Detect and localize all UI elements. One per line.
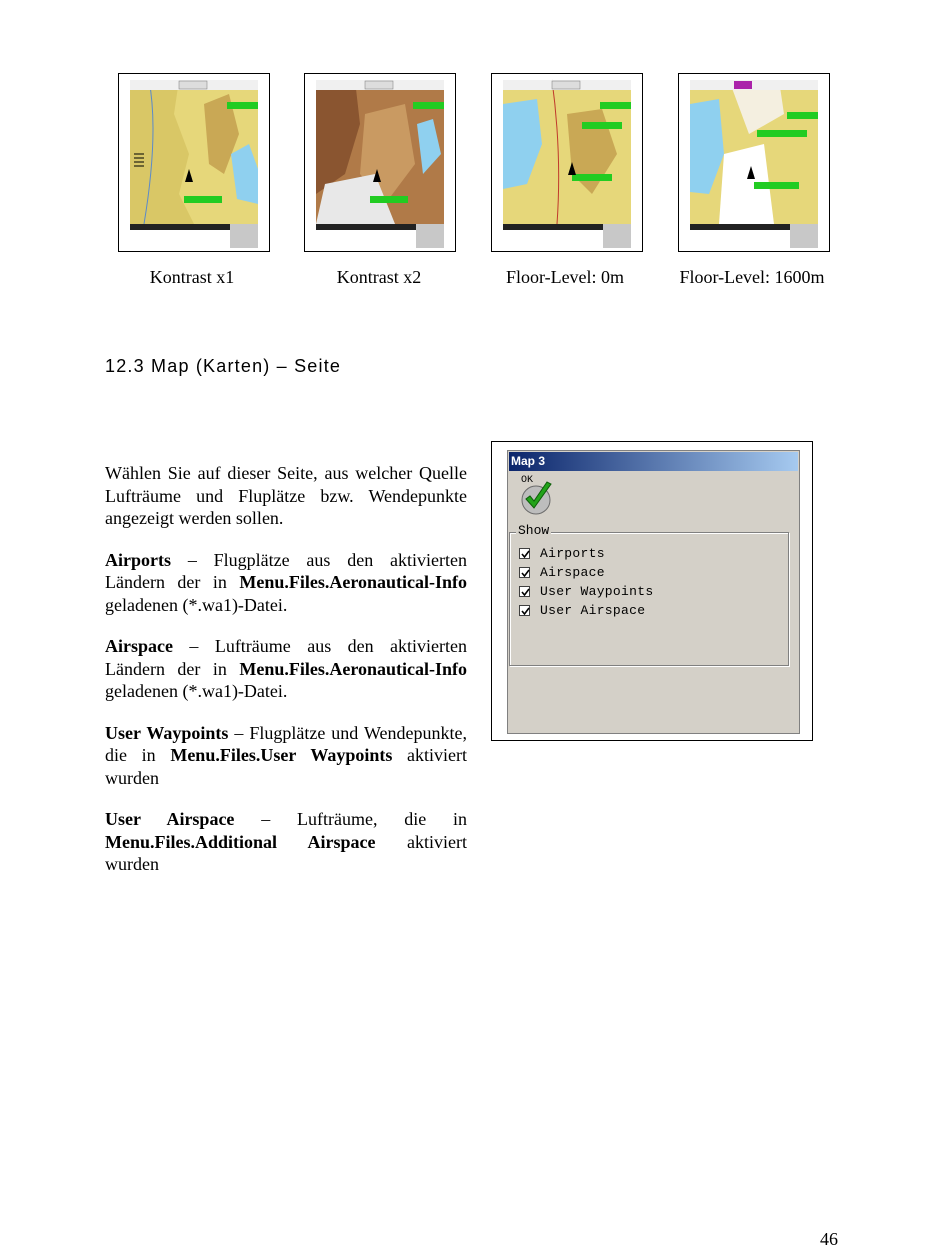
section-heading: 12.3 Map (Karten) – Seite [105,356,342,376]
item-text: geladenen (*.wa1)-Datei. [105,681,288,701]
dialog-screenshot [491,441,813,741]
item-text: – Flugplätze und Wendepunkte, die in [105,722,467,765]
item-menu-path: Menu.Files.Additional Airspace [105,831,376,852]
body-text [105,462,467,895]
item-term: Airspace [105,636,173,656]
airports-label: Airports [540,545,605,561]
map-thumbnail-floor-level-1600m [678,73,830,252]
checkbox-box[interactable] [519,548,530,559]
map-thumbnail-floor-level-0m [491,73,643,252]
user-waypoints-label: User Waypoints [540,583,654,599]
map-image [679,74,829,251]
ok-label: OK [521,475,534,486]
item-paragraph [105,635,467,703]
item-text: geladenen (*.wa1)-Datei. [105,594,288,615]
item-text: aktiviert wurden [105,745,467,788]
map-thumbnail-contrast-x1 [118,73,270,252]
dialog-title: Map 3 [509,452,798,471]
check-icon [520,568,531,579]
map-dialog-window [507,450,800,734]
ok-button[interactable] [519,475,557,515]
map-thumbnail-contrast-x2 [304,73,456,252]
item-text: – Flugplätze aus den aktivierten Ländern der in [105,549,467,592]
item-term: User Waypoints [105,722,229,743]
user-airspace-checkbox[interactable] [519,601,645,619]
group-label: Show [518,523,550,538]
item-term: Airports [105,549,171,570]
check-icon [520,606,531,617]
user-waypoints-checkbox[interactable] [519,582,653,600]
item-menu-path: Menu.Files.Aeronautical-Info [239,572,467,592]
intro-paragraph: Wählen Sie auf dieser Seite, aus welcher Quelle Lufträume und Fluplätze bzw. Wendepunkte angezeigt werden sollen. [105,463,467,528]
item-menu-path: Menu.Files.Aeronautical-Info [239,658,467,679]
item-text: aktiviert wurden [105,831,467,874]
airports-checkbox[interactable] [519,544,605,562]
figure-caption: Floor-Level: 1600m [679,267,825,287]
airspace-checkbox[interactable] [519,563,605,581]
item-text: – Lufträume aus den aktivierten Ländern der in [105,636,467,679]
figure-caption: Kontrast x2 [336,267,422,287]
item-menu-path: Menu.Files.User Waypoints [170,745,393,765]
figure-caption: Floor-Level: 0m [505,267,625,287]
item-paragraph [105,549,467,617]
map-image [119,74,269,251]
map-image [305,74,455,251]
page-number: 46 [820,1229,838,1249]
checkbox-box[interactable] [519,605,530,616]
item-paragraph [105,722,467,790]
checkbox-box[interactable] [519,586,530,597]
airspace-label: Airspace [540,564,605,580]
check-icon [520,549,531,560]
map-image [492,74,642,251]
checkbox-box[interactable] [519,567,530,578]
figure-caption: Kontrast x1 [149,267,235,287]
item-term: User Airspace [105,809,235,829]
user-airspace-label: User Airspace [540,602,646,618]
item-text: – Lufträume, die in [234,809,467,829]
item-paragraph [105,808,467,876]
check-icon [520,587,531,598]
